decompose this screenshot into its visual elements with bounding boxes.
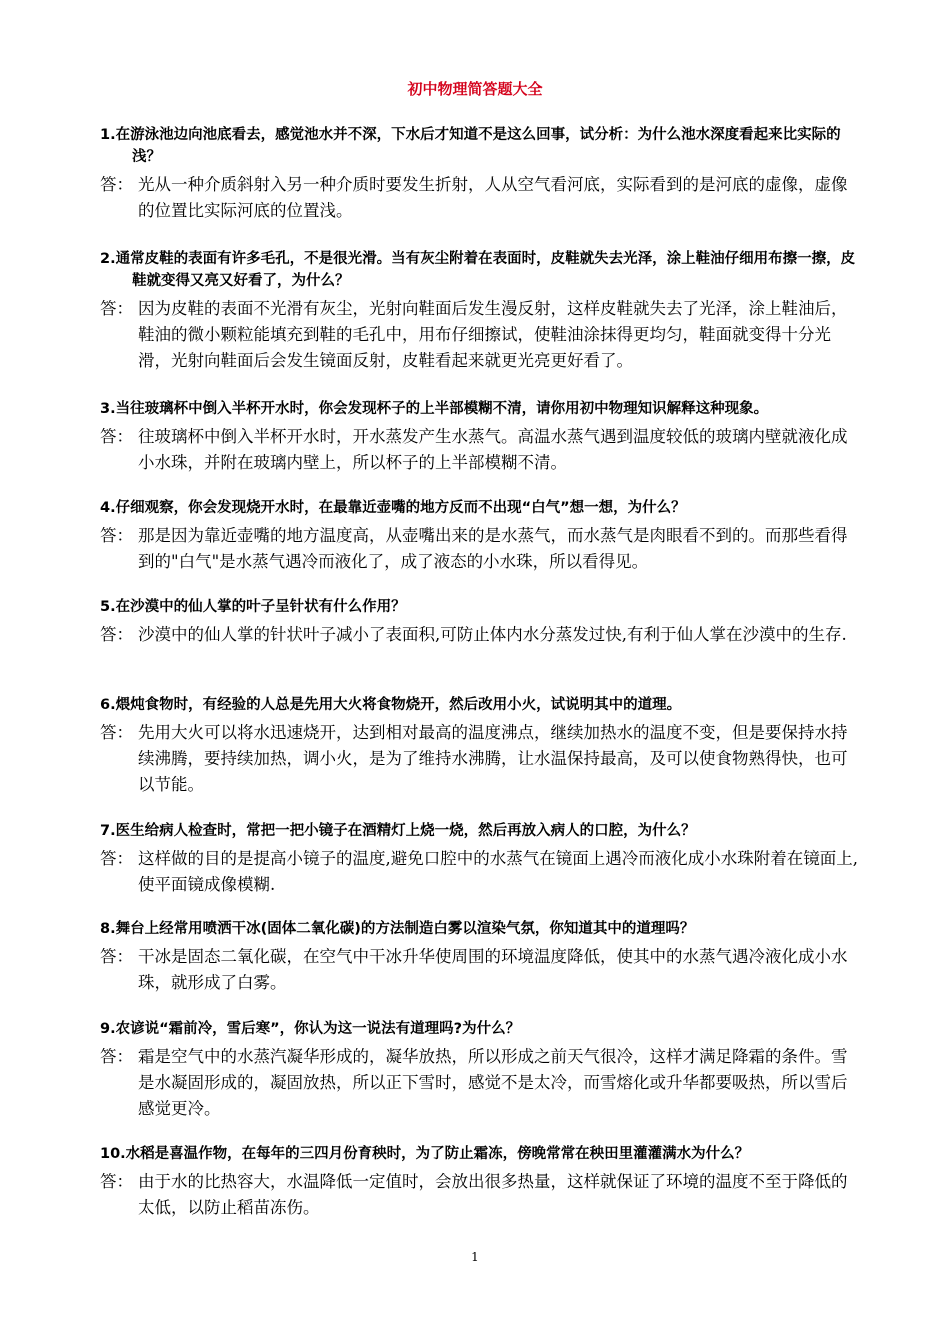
qa-item-1	[100, 124, 860, 224]
answer-text: 由于水的比热容大，水温降低一定值时，会放出很多热量，这样就保证了环境的温度不至于降低的太低，以防止稻苗冻伤。	[138, 1172, 848, 1217]
answer-label: 答：	[100, 1047, 133, 1066]
answer-label: 答：	[100, 625, 133, 644]
qa-item-2	[100, 248, 860, 374]
answer-block	[100, 1169, 860, 1221]
answer-text: 沙漠中的仙人掌的针状叶子减小了表面积,可防止体内水分蒸发过快,有利于仙人掌在沙漠中的生存.	[138, 625, 847, 644]
page-title: 初中物理简答题大全	[407, 80, 543, 98]
answer-text: 干冰是固态二氧化碳，在空气中干冰升华使周围的环境温度降低，使其中的水蒸气遇冷液化成小水珠，就形成了白雾。	[138, 947, 848, 992]
answer-block	[100, 1044, 860, 1122]
answer-label: 答：	[100, 427, 133, 446]
answer-label: 答：	[100, 723, 133, 742]
answer-block	[100, 944, 860, 996]
answer-label: 答：	[100, 175, 133, 194]
answer-block	[100, 720, 860, 798]
answer-block	[100, 846, 860, 898]
question-text: 3.当往玻璃杯中倒入半杯开水时，你会发现杯子的上半部模糊不清，请你用初中物理知识解释这种现象。	[100, 401, 769, 417]
answer-label: 答：	[100, 849, 133, 868]
answer-block	[100, 172, 860, 224]
answer-text: 那是因为靠近壶嘴的地方温度高，从壶嘴出来的是水蒸气，而水蒸气是肉眼看不到的。而那些看得到的"白气"是水蒸气遇冷而液化了，成了液态的小水珠，所以看得见。	[138, 526, 848, 571]
answer-text: 先用大火可以将水迅速烧开，达到相对最高的温度沸点，继续加热水的温度不变，但是要保持水持续沸腾，要持续加热，调小火，是为了维持水沸腾，让水温保持最高，及可以使食物熟得快，也可以节能。	[138, 723, 848, 794]
qa-item-9	[100, 1018, 860, 1122]
answer-label: 答：	[100, 299, 133, 318]
qa-item-5	[100, 596, 860, 648]
question-text: 1.在游泳池边向池底看去，感觉池水并不深，下水后才知道不是这么回事，试分析：为什么池水深度看起来比实际的浅？	[100, 127, 841, 165]
answer-block	[100, 424, 860, 476]
page-number: 1	[471, 1250, 479, 1264]
answer-label: 答：	[100, 526, 133, 545]
answer-text: 这样做的目的是提高小镜子的温度,避免口腔中的水蒸气在镜面上遇冷而液化成小水珠附着在镜面上,使平面镜成像模糊.	[138, 849, 858, 894]
qa-item-4	[100, 497, 860, 575]
answer-text: 因为皮鞋的表面不光滑有灰尘，光射向鞋面后发生漫反射，这样皮鞋就失去了光泽，涂上鞋油后，鞋油的微小颗粒能填充到鞋的毛孔中，用布仔细擦试，使鞋油涂抹得更均匀，鞋面就变得十分光滑，光射向鞋面后会发生镜面反射，皮鞋看起来就更光亮更好看了。	[138, 299, 848, 370]
qa-item-7	[100, 820, 860, 898]
answer-block	[100, 622, 860, 648]
question-text: 8.舞台上经常用喷洒干冰(固体二氧化碳)的方法制造白雾以渲染气氛，你知道其中的道理吗？	[100, 921, 695, 937]
question-text: 2.通常皮鞋的表面有许多毛孔，不是很光滑。当有灰尘附着在表面时，皮鞋就失去光泽，涂上鞋油仔细用布擦一擦，皮鞋就变得又亮又好看了，为什么？	[100, 251, 856, 289]
qa-item-10	[100, 1143, 860, 1221]
answer-label: 答：	[100, 947, 133, 966]
answer-text: 光从一种介质斜射入另一种介质时要发生折射，人从空气看河底，实际看到的是河底的虚像，虚像的位置比实际河底的位置浅。	[138, 175, 848, 220]
question-text: 9.农谚说“霜前冷，雪后寒”，你认为这一说法有道理吗?为什么？	[100, 1021, 521, 1037]
answer-block	[100, 523, 860, 575]
qa-item-3	[100, 398, 860, 476]
question-text: 4.仔细观察，你会发现烧开水时，在最靠近壶嘴的地方反而不出现“白气”想一想，为什么？	[100, 500, 686, 516]
question-text: 7.医生给病人检查时，常把一把小镜子在酒精灯上烧一烧，然后再放入病人的口腔，为什么？	[100, 823, 696, 839]
answer-label: 答：	[100, 1172, 133, 1191]
question-text: 6.煨炖食物时，有经验的人总是先用大火将食物烧开，然后改用小火，试说明其中的道理。	[100, 697, 682, 713]
answer-block	[100, 296, 860, 374]
question-text: 5.在沙漠中的仙人掌的叶子呈针状有什么作用？	[100, 599, 406, 615]
qa-item-8	[100, 918, 860, 996]
qa-item-6	[100, 694, 860, 798]
answer-text: 霜是空气中的水蒸汽凝华形成的，凝华放热，所以形成之前天气很冷，这样才满足降霜的条件。雪是水凝固形成的，凝固放热，所以正下雪时，感觉不是太冷，而雪熔化或升华都要吸热，所以雪后感觉更冷。	[138, 1047, 848, 1118]
question-text: 10.水稻是喜温作物，在每年的三四月份育秧时，为了防止霜冻，傍晚常常在秧田里灌灌满水为什么？	[100, 1146, 750, 1162]
answer-text: 往玻璃杯中倒入半杯开水时，开水蒸发产生水蒸气。高温水蒸气遇到温度较低的玻璃内壁就液化成小水珠，并附在玻璃内壁上，所以杯子的上半部模糊不清。	[138, 427, 848, 472]
